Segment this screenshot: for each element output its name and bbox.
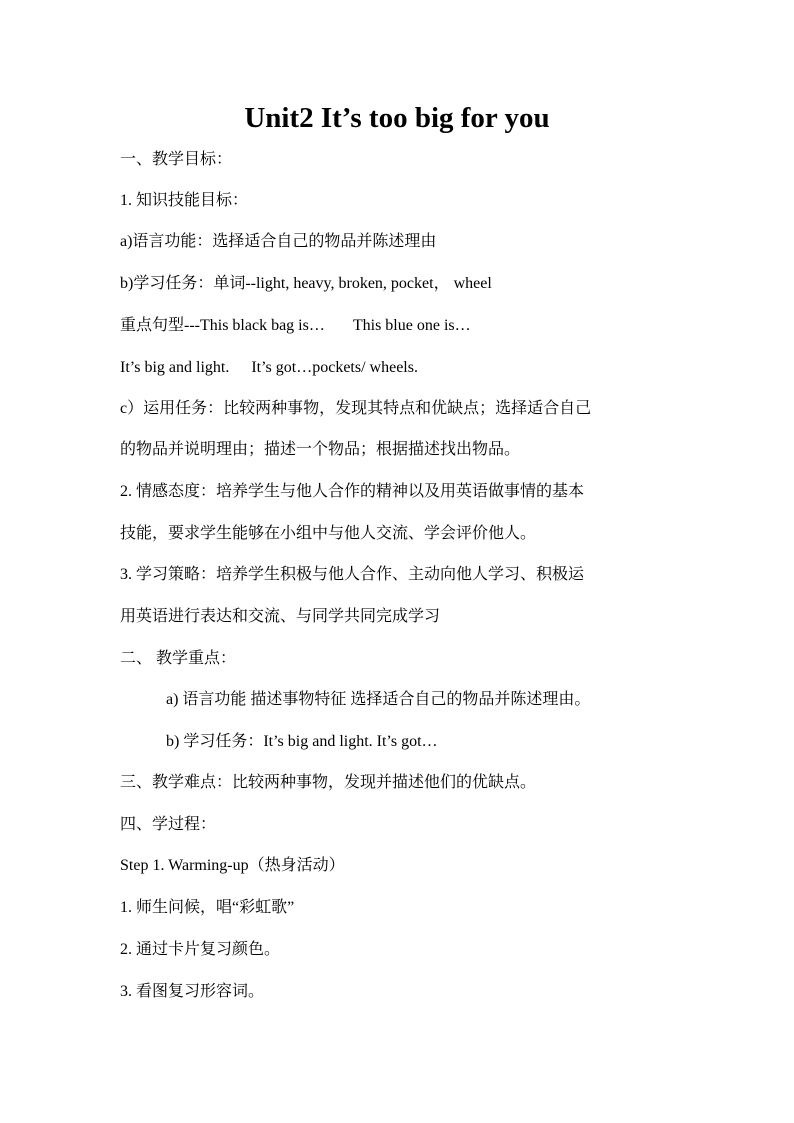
section-heading-difficulties: 三、教学难点：比较两种事物，发现并描述他们的优缺点。 (120, 774, 537, 791)
key-point-a: a) 语言功能 描述事物特征 选择适合自己的物品并陈述理由。 (166, 691, 591, 708)
key-sentence-2: This blue one is… (352, 317, 471, 334)
attitude-line-2: 技能，要求学生能够在小组中与他人交流、学会评价他人。 (120, 525, 537, 542)
section-heading-objectives: 一、教学目标： (120, 151, 233, 168)
key-sentence-3: It’s big and light. (120, 359, 230, 376)
key-sentence-1: 重点句型---This black bag is… (120, 317, 325, 334)
strategy-line-2: 用英语进行表达和交流、与同学共同完成学习 (120, 608, 441, 625)
section-heading-process: 四、学过程： (120, 816, 217, 833)
objective-knowledge-skills: 1. 知识技能目标： (120, 192, 249, 209)
key-sentences-line-2 (120, 356, 418, 380)
vocabulary-line: b)学习任务：单词--light, heavy, broken, pocket， wheel (120, 275, 492, 292)
application-task-line-1: c）运用任务：比较两种事物，发现其特点和优缺点；选择适合自己 (120, 400, 592, 417)
language-function-line: a)语言功能：选择适合自己的物品并陈述理由 (120, 233, 437, 250)
section-heading-key-points: 二、 教学重点： (120, 650, 237, 667)
step-1-heading: Step 1. Warming-up（热身活动） (120, 857, 345, 874)
application-task-line-2: 的物品并说明理由；描述一个物品；根据描述找出物品。 (120, 441, 521, 458)
attitude-line-1: 2. 情感态度：培养学生与他人合作的精神以及用英语做事情的基本 (120, 483, 585, 500)
step-1-item-2: 2. 通过卡片复习颜色。 (120, 941, 281, 958)
strategy-line-1: 3. 学习策略：培养学生积极与他人合作、主动向他人学习、积极运 (120, 566, 585, 583)
step-1-item-3: 3. 看图复习形容词。 (120, 983, 265, 1000)
key-sentence-4: It’s got…pockets/ wheels. (251, 359, 418, 376)
key-point-b: b) 学习任务：It’s big and light. It’s got… (166, 733, 438, 750)
step-1-item-1: 1. 师生问候，唱“彩虹歌” (120, 899, 295, 916)
document-title: Unit2 It’s too big for you (244, 102, 550, 134)
key-sentences-line (120, 314, 471, 338)
